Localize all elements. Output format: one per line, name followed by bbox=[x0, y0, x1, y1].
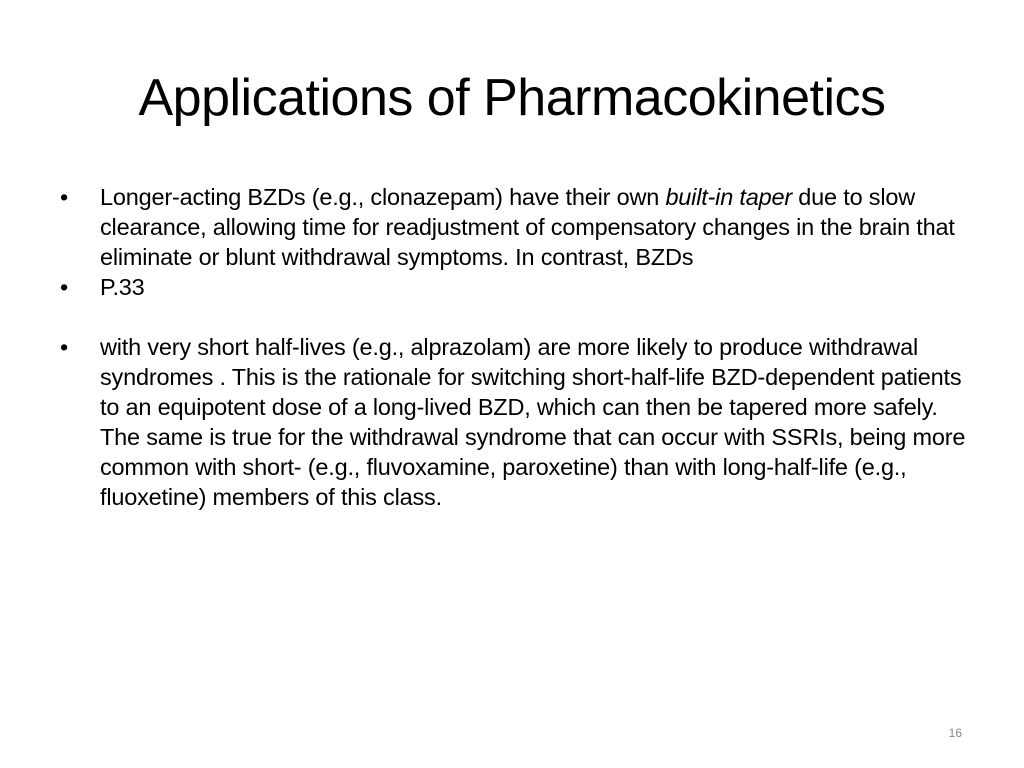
bullet-text: P.33 bbox=[100, 274, 145, 300]
bullet-text-end: due to slow clearance, allowing time for readjustment of compensatory changes in the brain that eliminate or blunt withdrawal symptoms. In contrast, BZDs bbox=[100, 184, 955, 270]
slide-title: Applications of Pharmacokinetics bbox=[138, 69, 886, 127]
bullet-text-start: Longer-acting BZDs (e.g., clonazepam) have their own bbox=[100, 184, 666, 210]
bullet-item bbox=[56, 332, 976, 512]
bullet-item bbox=[56, 272, 976, 302]
bullet-marker: • bbox=[60, 184, 69, 210]
bullet-item bbox=[56, 182, 976, 272]
bullet-marker: • bbox=[60, 274, 69, 300]
bullet-list bbox=[56, 182, 976, 512]
page-number: 16 bbox=[948, 726, 962, 740]
bullet-marker: • bbox=[60, 334, 69, 360]
bullet-text: with very short half-lives (e.g., alprazolam) are more likely to produce withdrawal syndromes . This is the rationale for switching short-half-life BZD-dependent patients to an equipotent dose of a long-lived BZD, which can then be tapered more safely. The same is true for the withdrawal syndrome that can occur with SSRIs, being more common with short- (e.g., fluvoxamine, paroxetine) than with long-half-life (e.g., fluoxetine) members of this class. bbox=[100, 334, 966, 510]
bullet-text-emphasis: built-in taper bbox=[665, 184, 792, 210]
